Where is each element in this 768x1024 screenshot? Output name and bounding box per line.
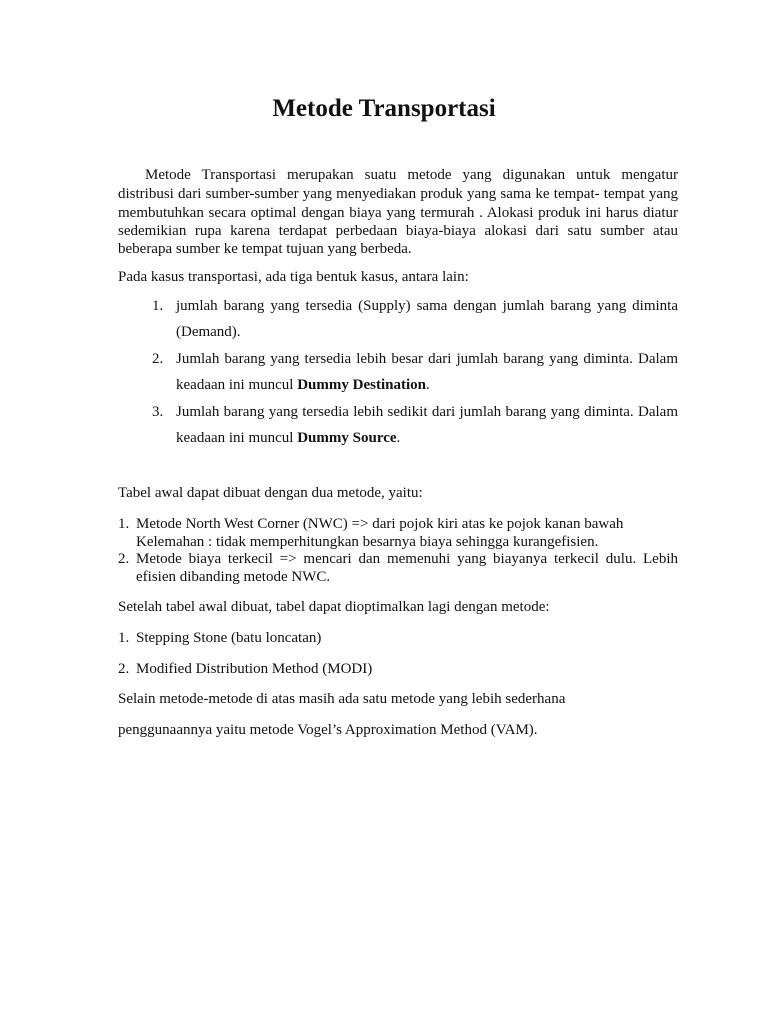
- case-text: keadaan ini muncul: [176, 430, 298, 446]
- case-line-2: (Demand).: [176, 324, 241, 340]
- method-line-2: efisien dibanding metode NWC.: [136, 569, 331, 585]
- intro-line-3: membutuhkan secara optimal dengan biaya yang termurah . Alokasi produk ini harus diatur: [118, 205, 678, 221]
- intro-line-5: beberapa sumber ke tempat tujuan yang berbeda.: [118, 241, 412, 257]
- method-number: 2.: [118, 551, 130, 567]
- case-line-1: Jumlah barang yang tersedia lebih besar dari jumlah barang yang diminta. Dalam: [176, 351, 678, 367]
- case-term-bold: Dummy Destination: [297, 377, 426, 393]
- cases-intro: Pada kasus transportasi, ada tiga bentuk kasus, antara lain:: [118, 269, 469, 285]
- closing-line-1: Selain metode-metode di atas masih ada satu metode yang lebih sederhana: [118, 691, 566, 707]
- intro-line-1: Metode Transportasi merupakan suatu metode yang digunakan untuk mengatur: [145, 167, 678, 183]
- method-number: 1.: [118, 516, 130, 532]
- case-period: .: [396, 430, 401, 446]
- case-number: 1.: [152, 298, 164, 314]
- case-line-1: Jumlah barang yang tersedia lebih sedikit dari jumlah barang yang diminta. Dalam: [176, 404, 678, 420]
- table-intro: Tabel awal dapat dibuat dengan dua metode, yaitu:: [118, 485, 423, 501]
- optimize-intro: Setelah tabel awal dibuat, tabel dapat dioptimalkan lagi dengan metode:: [118, 599, 550, 615]
- optimize-number: 2.: [118, 661, 130, 677]
- case-text: keadaan ini muncul: [176, 377, 298, 393]
- method-line-1: Metode North West Corner (NWC) => dari pojok kiri atas ke pojok kanan bawah: [136, 516, 624, 532]
- optimize-item: Stepping Stone (batu loncatan): [136, 630, 322, 646]
- case-period: .: [425, 377, 430, 393]
- method-line-2: Kelemahan : tidak memperhitungkan besarnya biaya sehingga kurangefisien.: [136, 534, 599, 550]
- page-title: Metode Transportasi: [272, 95, 496, 122]
- case-line-1: jumlah barang yang tersedia (Supply) sama dengan jumlah barang yang diminta: [176, 298, 678, 314]
- optimize-item: Modified Distribution Method (MODI): [136, 661, 373, 677]
- case-term-bold: Dummy Source: [297, 430, 397, 446]
- case-line-2: [176, 429, 678, 448]
- case-line-2: [176, 376, 678, 395]
- closing-line-2: penggunaannya yaitu metode Vogel’s Approximation Method (VAM).: [118, 722, 538, 738]
- intro-line-4: sedemikian rupa karena terdapat perbedaan biaya-biaya alokasi dari satu sumber atau: [118, 223, 678, 239]
- case-number: 3.: [152, 404, 164, 420]
- optimize-number: 1.: [118, 630, 130, 646]
- case-number: 2.: [152, 351, 164, 367]
- intro-line-2: distribusi dari sumber-sumber yang menyediakan produk yang sama ke tempat- tempat yang: [118, 186, 678, 202]
- method-line-1: Metode biaya terkecil => mencari dan memenuhi yang biayanya terkecil dulu. Lebih: [136, 551, 678, 567]
